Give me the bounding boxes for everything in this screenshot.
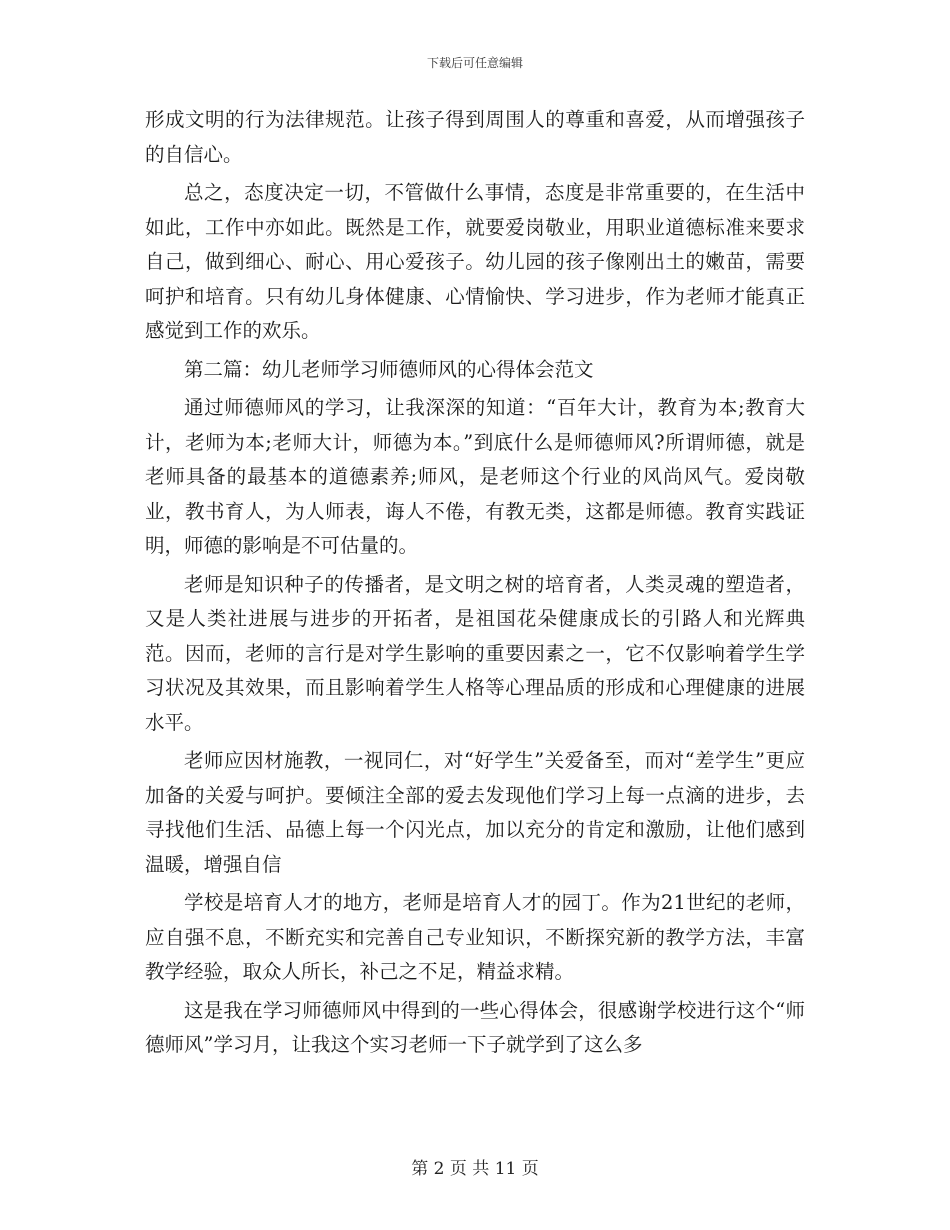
paragraph-teacher-role: 老师是知识种子的传播者，是文明之树的培育者，人类灵魂的塑造者，又是人类社进展与进步的开拓者，是祖国花朵健康成长的引路人和光辉典范。因而，老师的言行是对学生影响的重要因素之一，它不仅影响着学生学习状况及其效果，而且影响着学生人格等心理品质的形成和心理健康的进展水平。 [145,572,805,734]
paragraph-teaching-approach: 老师应因材施教，一视同仁，对“好学生”关爱备至，而对“差学生”更应加备的关爱与呵护。要倾注全部的爱去发现他们学习上每一点滴的进步，去寻找他们生活、品德上每一个闪光点，加以充分的肯定和激励，让他们感到温暖，增强自信 [145,749,805,876]
page-number: 第 2 页 共 11 页 [411,1159,539,1179]
paragraph-school: 学校是培育人才的地方，老师是培育人才的园丁。作为21世纪的老师，应自强不息，不断充实和完善自己专业知识，不断探究新的教学方法，丰富教学经验，取众人所长，补己之不足，精益求精。 [145,891,805,983]
section-title: 第二篇：幼儿老师学习师德师风的心得体会范文 [184,357,594,381]
paragraph-conclusion: 这是我在学习师德师风中得到的一些心得体会，很感谢学校进行这个“师德师风”学习月，让我这个实习老师一下子就学到了这么多 [145,998,805,1056]
page-header: 下载后可任意编辑 [426,56,523,70]
paragraph-continuation: 形成文明的行为法律规范。让孩子得到周围人的尊重和喜爱，从而增强孩子的自信心。 [145,108,805,166]
document-body [145,103,805,1067]
paragraph-attitude: 总之，态度决定一切，不管做什么事情，态度是非常重要的，在生活中如此，工作中亦如此。既然是工作，就要爱岗敬业，用职业道德标准来要求自己，做到细心、耐心、用心爱孩子。幼儿园的孩子像刚出土的嫩苗，需要呵护和培育。只有幼儿身体健康、心情愉快、学习进步，作为老师才能真正感觉到工作的欢乐。 [145,181,805,342]
paragraph-teacher-ethics: 通过师德师风的学习，让我深深的知道：“百年大计，教育为本;教育大计，老师为本;老师大计，师德为本。”到底什么是师德师风?所谓师德，就是老师具备的最基本的道德素养;师风，是老师这个行业的风尚风气。爱岗敬业，教书育人，为人师表，诲人不倦，有教无类，这都是师德。教育实践证明，师德的影响是不可估量的。 [145,396,805,557]
